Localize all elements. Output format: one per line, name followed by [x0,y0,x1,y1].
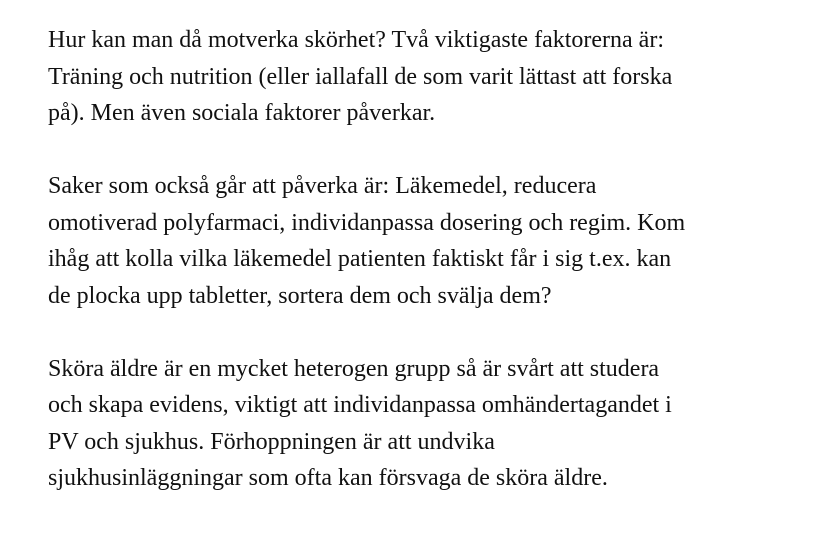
text-line: de plocka upp tabletter, sortera dem och svälja dem? [48,282,552,309]
paragraph-heterogeneous-group [48,351,808,497]
paragraph-frailty-factors [48,22,808,132]
document-body [48,22,808,533]
text-line: omotiverad polyfarmaci, individanpassa dosering och regim. Kom [48,209,686,236]
text-line: Hur kan man då motverka skörhet? Två viktigaste faktorerna är: [48,27,664,53]
text-line: ihåg att kolla vilka läkemedel patienten faktiskt får i sig t.ex. kan [48,246,672,272]
text-line: Träning och nutrition (eller iallafall de som varit lättast att forska [48,63,673,90]
paragraph-medication [48,168,808,314]
text-line: och skapa evidens, viktigt att individanpassa omhändertagandet i [48,392,672,418]
text-line: Sköra äldre är en mycket heterogen grupp så är svårt att studera [48,355,660,382]
text-line: Saker som också går att påverka är: Läkemedel, reducera [48,173,597,199]
text-line: sjukhusinläggningar som ofta kan försvaga de sköra äldre. [48,465,608,491]
text-line: PV och sjukhus. Förhoppningen är att undvika [48,428,495,455]
text-line: på). Men även sociala faktorer påverkar. [48,100,436,126]
